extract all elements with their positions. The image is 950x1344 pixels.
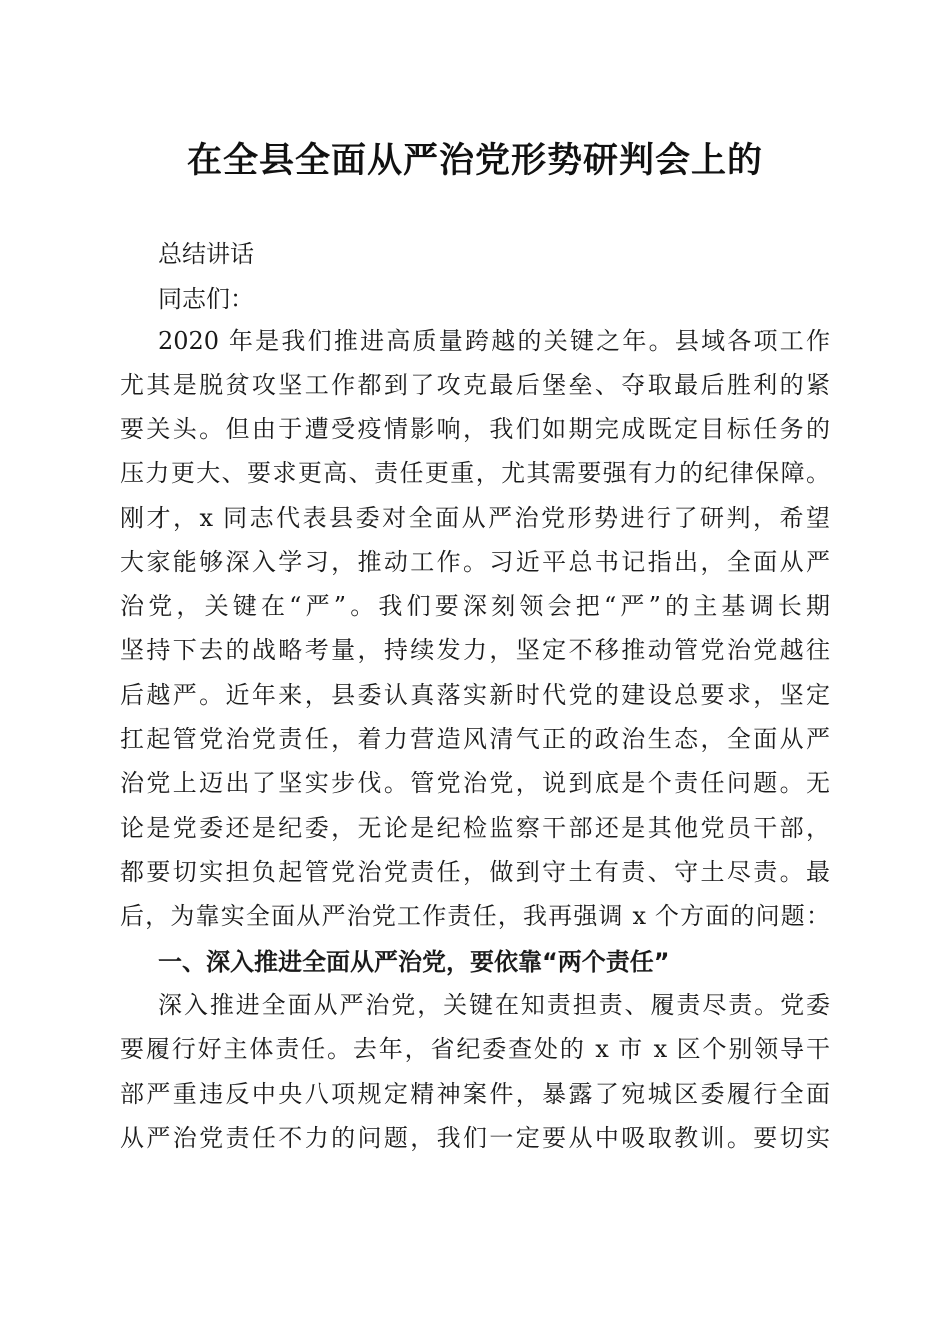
paragraph-line: 刚才，x 同志代表县委对全面从严治党形势进行了研判，希望: [120, 504, 830, 532]
paragraph-line: 尤其是脱贫攻坚工作都到了攻克最后堡垒、夺取最后胜利的紧: [120, 371, 830, 399]
salutation: 同志们：: [158, 285, 254, 313]
paragraph-line: 扛起管党治党责任，着力营造风清气正的政治生态，全面从严: [120, 725, 830, 753]
paragraph-line: 深入推进全面从严治党，关键在知责担责、履责尽责。党委: [158, 991, 830, 1019]
paragraph-line: 都要切实担负起管党治党责任，做到守土有责、守土尽责。最: [120, 858, 830, 886]
paragraph-line: 从严治党责任不力的问题，我们一定要从中吸取教训。要切实: [120, 1124, 830, 1152]
paragraph-line: 治党上迈出了坚实步伐。管党治党，说到底是个责任问题。无: [120, 769, 830, 797]
paragraph-line: 要履行好主体责任。去年，省纪委查处的 x 市 x 区个别领导干: [120, 1035, 830, 1063]
paragraph-line: 治党，关键在“严”。我们要深刻领会把“严”的主基调长期: [120, 592, 830, 620]
paragraph-line: 后，为靠实全面从严治党工作责任，我再强调 x 个方面的问题：: [120, 902, 830, 930]
paragraph-line: 论是党委还是纪委，无论是纪检监察干部还是其他党员干部，: [120, 814, 830, 842]
document-title: 在全县全面从严治党形势研判会上的: [186, 140, 763, 181]
section-heading: 一、深入推进全面从严治党，要依靠“两个责任”: [158, 948, 670, 976]
paragraph-line: 部严重违反中央八项规定精神案件，暴露了宛城区委履行全面: [120, 1080, 830, 1108]
paragraph-line: 要关头。但由于遭受疫情影响，我们如期完成既定目标任务的: [120, 415, 830, 443]
paragraph-line: 大家能够深入学习，推动工作。习近平总书记指出，全面从严: [120, 548, 830, 576]
paragraph-line: 2020 年是我们推进高质量跨越的关键之年。县域各项工作: [158, 327, 830, 355]
paragraph-line: 压力更大、要求更高、责任更重，尤其需要强有力的纪律保障。: [120, 459, 830, 487]
paragraph-line: 坚持下去的战略考量，持续发力，坚定不移推动管党治党越往: [120, 636, 830, 664]
paragraph-line: 后越严。近年来，县委认真落实新时代党的建设总要求，坚定: [120, 681, 830, 709]
title-continuation: 总结讲话: [158, 240, 254, 268]
